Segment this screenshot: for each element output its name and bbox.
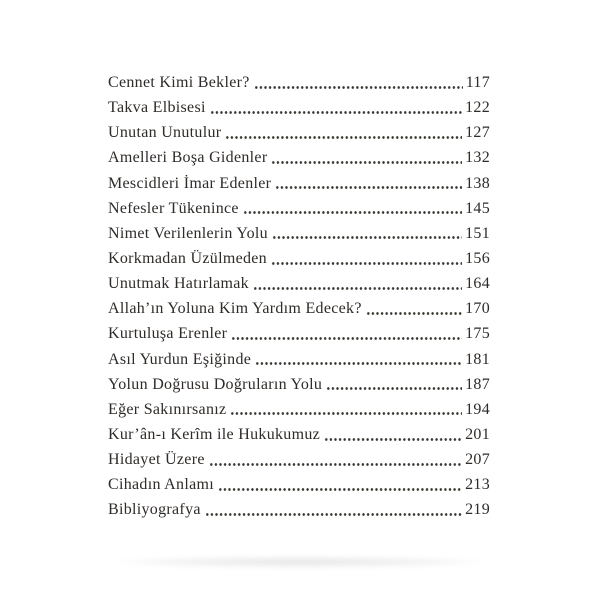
toc-entry [108,497,490,522]
toc-entry-page: 138 [465,174,490,192]
toc-entry-page: 213 [465,476,490,494]
toc-entry-page: 201 [465,425,490,443]
toc-entry-title: Unutmak Hatırlamak [108,275,249,293]
toc-entry [108,472,490,497]
dot-leader [272,221,462,246]
toc-entry-title: Nimet Verilenlerin Yolu [108,224,268,242]
toc-entry-title: Nefesler Tükenince [108,199,239,217]
dot-leader [218,472,462,497]
dot-leader [255,347,462,372]
dot-leader [275,171,462,196]
toc-entry [108,95,490,120]
toc-entry [108,372,490,397]
dot-leader [271,145,462,170]
dot-leader [366,296,462,321]
toc-entry-page: 127 [465,124,490,142]
page-shadow [45,554,555,570]
toc-entry-title: Mescidleri İmar Edenler [108,174,272,192]
toc-entry-title: Korkmadan Üzülmeden [108,249,267,267]
dot-leader [254,70,463,95]
toc-entry-title: Takva Elbisesi [108,99,206,117]
toc-entry-page: 156 [465,249,490,267]
toc-entry-title: Amelleri Boşa Gidenler [108,149,268,167]
toc-entry-title: Unutan Unutulur [108,124,222,142]
toc-entry-title: Yolun Doğrusu Doğruların Yolu [108,375,323,393]
table-of-contents [108,70,490,523]
toc-entry-page: 219 [465,501,490,519]
toc-entry-page: 187 [465,375,490,393]
toc-entry [108,120,490,145]
dot-leader [231,321,462,346]
toc-entry-title: Kurtuluşa Erenler [108,325,228,343]
toc-entry-title: Cennet Kimi Bekler? [108,74,250,91]
dot-leader [324,422,462,447]
toc-entry [108,196,490,221]
toc-entry [108,271,490,296]
dot-leader [225,120,462,145]
toc-entry [108,296,490,321]
toc-entry-title: Bibliyografya [108,501,201,519]
dot-leader [271,246,462,271]
toc-entry [108,145,490,170]
dot-leader [326,372,462,397]
dot-leader [253,271,462,296]
toc-entry-page: 194 [465,400,490,418]
dot-leader [210,95,462,120]
toc-entry [108,422,490,447]
toc-entry-page: 122 [465,99,490,117]
dot-leader [209,447,462,472]
dot-leader [205,497,462,522]
toc-entry-title: Eğer Sakınırsanız [108,400,227,418]
toc-entry [108,397,490,422]
toc-entry [108,221,490,246]
toc-entry-page: 145 [465,199,490,217]
toc-entry-title: Allah’ın Yoluna Kim Yardım Edecek? [108,300,362,318]
toc-entry-page: 132 [465,149,490,167]
toc-entry-title: Cihadın Anlamı [108,476,214,494]
dot-leader [243,196,462,221]
toc-entry [108,246,490,271]
toc-entry-page: 207 [465,451,490,469]
toc-entry [108,447,490,472]
toc-entry-title: Asıl Yurdun Eşiğinde [108,350,252,368]
toc-entry-page: 164 [465,275,490,293]
toc-entry-title: Kur’ân-ı Kerîm ile Hukukumuz [108,425,321,443]
toc-entry [108,321,490,346]
toc-entry-page: 117 [465,74,490,91]
toc-entry [108,70,490,95]
toc-entry-page: 151 [465,224,490,242]
dot-leader [230,397,462,422]
toc-entry-page: 175 [465,325,490,343]
toc-entry-page: 170 [465,300,490,318]
toc-entry-title: Hidayet Üzere [108,451,205,469]
toc-entry-page: 181 [465,350,490,368]
toc-entry [108,347,490,372]
toc-entry [108,171,490,196]
